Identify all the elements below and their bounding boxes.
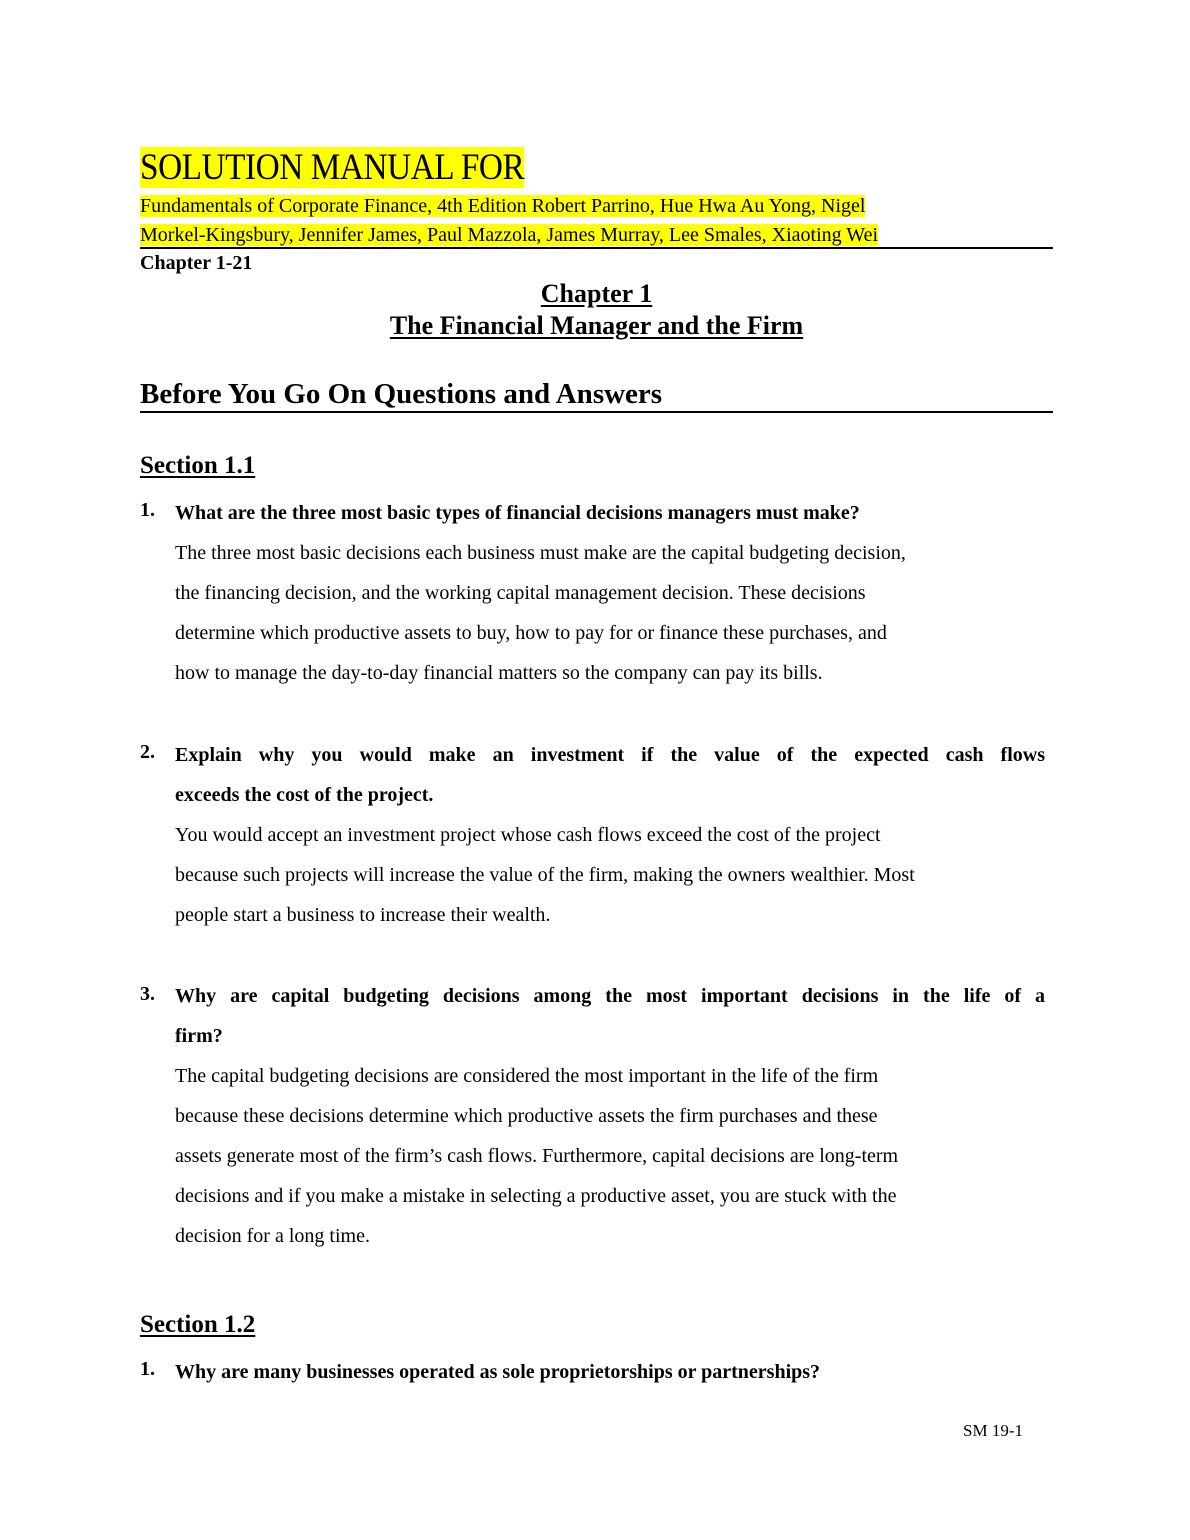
question-text: Why are capital budgeting decisions among the most important decisions in the life of a [175,985,1045,1007]
chapter-title: The Financial Manager and the Firm [389,311,804,340]
question-block [175,976,1045,1256]
question-number: 1. [140,1358,155,1380]
book-subtitle-line-1: Fundamentals of Corporate Finance, 4th Edition Robert Parrino, Hue Hwa Au Yong, Nigel [140,195,866,217]
section-heading: Section 1.1 [140,452,256,479]
book-subtitle-line-2: Morkel-Kingsbury, Jennifer James, Paul Mazzola, James Murray, Lee Smales, Xiaoting Wei [140,224,879,246]
question-block [175,493,1045,693]
page-number: SM 19-1 [963,1421,1023,1440]
question-block [175,735,1045,935]
chapter-number: Chapter 1 [540,279,653,308]
answer-line: how to manage the day-to-day financial matters so the company can pay its bills. [175,662,823,684]
answer-line: The three most basic decisions each business must make are the capital budgeting decision, [175,542,906,564]
answer-line: people start a business to increase their wealth. [175,904,551,926]
answer-line: assets generate most of the firm’s cash flows. Furthermore, capital decisions are long-term [175,1145,899,1167]
question-number: 1. [140,499,155,521]
answer-line: You would accept an investment project whose cash flows exceed the cost of the project [175,824,881,846]
section-heading: Section 1.2 [140,1311,256,1338]
answer-line: the financing decision, and the working capital management decision. These decisions [175,582,866,604]
question-text: Explain why you would make an investment if the value of the expected cash flows [175,744,1045,766]
question-text: firm? [175,1025,223,1047]
question-number: 3. [140,983,155,1005]
question-text: Why are many businesses operated as sole proprietorships or partnerships? [175,1361,821,1383]
question-block [175,1352,1045,1392]
main-heading: Before You Go On Questions and Answers [140,377,1053,413]
question-text: What are the three most basic types of financial decisions managers must make? [175,502,860,524]
answer-line: decisions and if you make a mistake in selecting a productive asset, you are stuck with the [175,1185,897,1207]
answer-line: decision for a long time. [175,1225,370,1247]
answer-line: because such projects will increase the value of the firm, making the owners wealthier. Most [175,864,915,886]
header-rule [140,247,1053,249]
chapter-range: Chapter 1-21 [140,252,253,274]
question-number: 2. [140,741,155,763]
answer-line: determine which productive assets to buy, how to pay for or finance these purchases, and [175,622,887,644]
answer-line: because these decisions determine which productive assets the firm purchases and these [175,1105,878,1127]
document-title: SOLUTION MANUAL FOR [140,147,525,188]
question-text: exceeds the cost of the project. [175,784,434,806]
answer-line: The capital budgeting decisions are considered the most important in the life of the firm [175,1065,879,1087]
